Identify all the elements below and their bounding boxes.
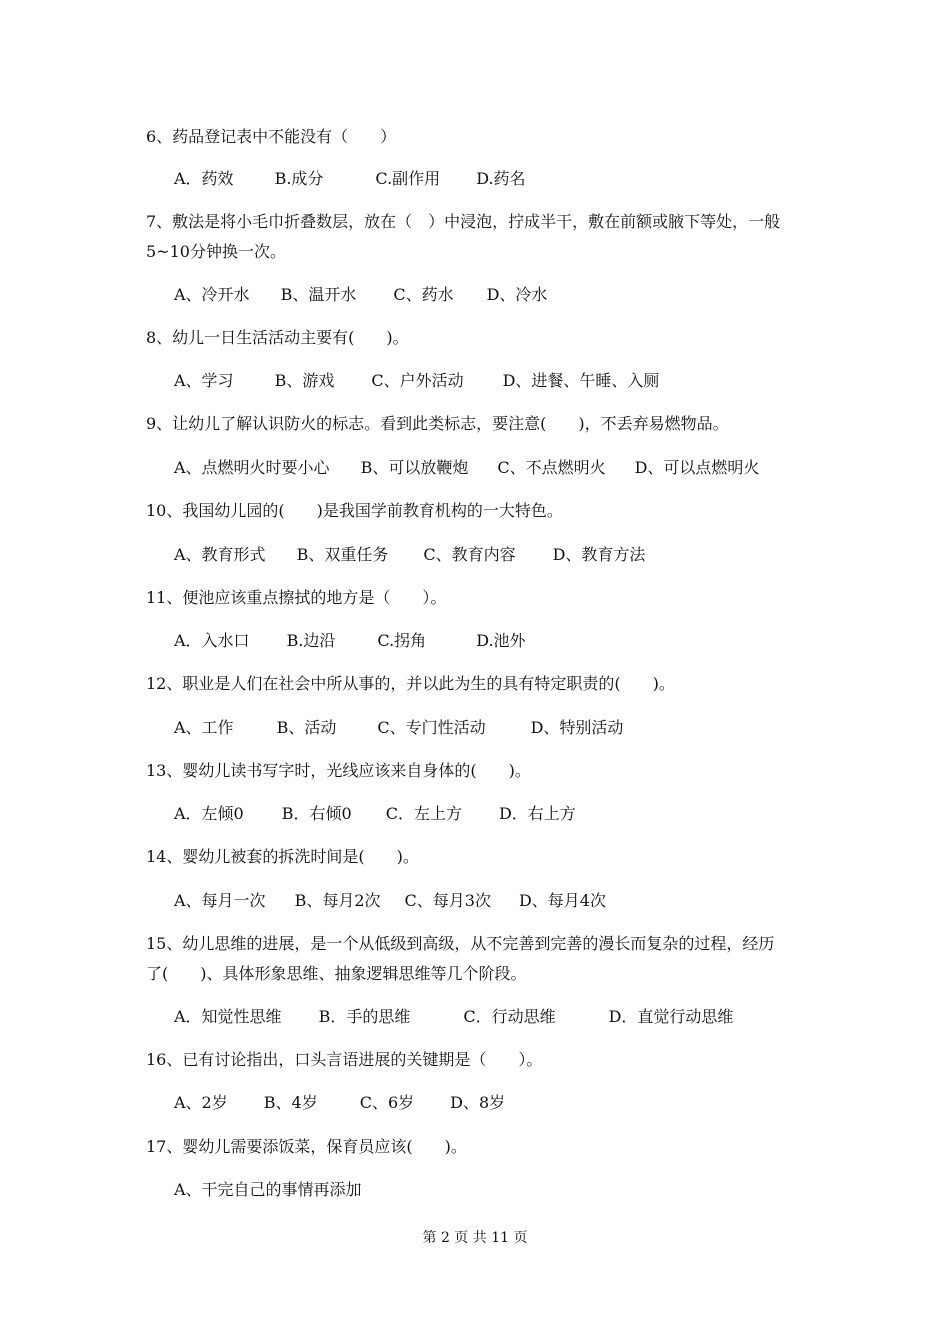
answer-option: C.拐角 xyxy=(377,631,427,650)
answer-option: A．入水口 xyxy=(174,631,250,650)
answer-option: B．手的思维 xyxy=(318,1007,411,1026)
question-stem xyxy=(146,414,729,434)
answer-option: D、教育方法 xyxy=(552,545,646,564)
answer-option: A．知觉性思维 xyxy=(174,1007,282,1026)
question-text-line: 8、幼儿一日生活活动主要有( )。 xyxy=(146,328,409,347)
question-text-line: 14、婴幼儿被套的拆洗时间是( )。 xyxy=(146,847,419,866)
answer-option: B、双重任务 xyxy=(296,545,389,564)
question-text-line: 了( )、具体形象思维、抽象逻辑思维等几个阶段。 xyxy=(146,964,527,983)
answer-option: A．左倾0 xyxy=(174,804,244,823)
question-text-line: 16、已有讨论指出，口头言语进展的关键期是（ ）。 xyxy=(146,1050,543,1069)
answer-option: B、温开水 xyxy=(280,285,357,304)
answer-options xyxy=(174,285,547,305)
question-text-line: 5~10分钟换一次。 xyxy=(146,242,286,261)
question-text-line: 12、职业是人们在社会中所从事的，并以此为生的具有特定职责的( )。 xyxy=(146,674,675,693)
answer-option: B.成分 xyxy=(274,169,324,188)
answer-option: B、每月2次 xyxy=(294,891,381,910)
question-stem xyxy=(146,212,780,262)
answer-option: D、每月4次 xyxy=(518,891,606,910)
answer-option: B、4岁 xyxy=(263,1093,318,1112)
question-stem xyxy=(146,1050,542,1070)
answer-option: C、户外活动 xyxy=(371,371,464,390)
page-footer: 第 2 页 共 11 页 xyxy=(422,1230,528,1246)
question-text-line: 13、婴幼儿读书写字时，光线应该来自身体的( )。 xyxy=(146,761,531,780)
question-text-line: 11、便池应该重点擦拭的地方是（ ）。 xyxy=(146,588,447,607)
answer-option: A、工作 xyxy=(174,718,234,737)
answer-option: A、学习 xyxy=(174,371,234,390)
answer-option: C．左上方 xyxy=(385,804,462,823)
answer-option: D、8岁 xyxy=(450,1093,506,1112)
answer-options xyxy=(174,804,576,824)
question-text-line: 10、我国幼儿园的( )是我国学前教育机构的一大特色。 xyxy=(146,501,563,520)
answer-options xyxy=(174,371,659,391)
answer-option: C、教育内容 xyxy=(423,545,516,564)
answer-option: D．右上方 xyxy=(498,804,576,823)
answer-option: C．行动思维 xyxy=(463,1007,556,1026)
answer-option: C、不点燃明火 xyxy=(497,458,606,477)
answer-options xyxy=(174,718,623,738)
answer-option: A、2岁 xyxy=(174,1093,228,1112)
question-text-line: 7、敷法是将小毛巾折叠数层，放在（ ）中浸泡，拧成半干，敷在前额或腋下等处，一般 xyxy=(146,212,781,231)
answer-option: D．直觉行动思维 xyxy=(608,1007,734,1026)
answer-option: A．药效 xyxy=(174,169,234,188)
answer-option: B、活动 xyxy=(276,718,337,737)
question-text-line: 9、让幼儿了解认识防火的标志。看到此类标志，要注意( )，不丢弃易燃物品。 xyxy=(146,414,729,433)
answer-options xyxy=(174,545,645,565)
question-stem xyxy=(146,761,531,781)
answer-option: C、6岁 xyxy=(359,1093,415,1112)
question-stem xyxy=(146,934,774,984)
answer-option: B、可以放鞭炮 xyxy=(360,458,469,477)
answer-option: B.边沿 xyxy=(286,631,336,650)
question-stem xyxy=(146,847,419,867)
question-stem xyxy=(146,328,409,348)
answer-options xyxy=(174,458,759,478)
answer-option: C、专门性活动 xyxy=(377,718,486,737)
answer-option: C、每月3次 xyxy=(404,891,491,910)
answer-option: A、冷开水 xyxy=(174,285,250,304)
question-stem xyxy=(146,674,675,694)
answer-options xyxy=(174,1007,733,1027)
answer-options xyxy=(174,1093,505,1113)
answer-options xyxy=(174,631,526,651)
answer-option: A、教育形式 xyxy=(174,545,266,564)
answer-options xyxy=(174,169,526,189)
question-stem xyxy=(146,127,396,147)
question-stem xyxy=(146,588,446,608)
answer-option: B．右倾0 xyxy=(281,804,352,823)
answer-option: D、可以点燃明火 xyxy=(634,458,760,477)
answer-options xyxy=(174,1180,362,1200)
question-stem xyxy=(146,1137,467,1157)
answer-option: D、特别活动 xyxy=(530,718,624,737)
answer-options xyxy=(174,891,606,911)
question-text-line: 6、药品登记表中不能没有（ ） xyxy=(146,127,397,146)
question-stem xyxy=(146,501,563,521)
question-text-line: 15、幼儿思维的进展，是一个从低级到高级，从不完善到完善的漫长而复杂的过程，经历 xyxy=(146,934,775,953)
answer-option: A、干完自己的事情再添加 xyxy=(174,1180,362,1199)
answer-option: D.药名 xyxy=(476,169,526,188)
answer-option: A、每月一次 xyxy=(174,891,266,910)
answer-option: A、点燃明火时要小心 xyxy=(174,458,330,477)
question-text-line: 17、婴幼儿需要添饭菜，保育员应该( )。 xyxy=(146,1137,467,1156)
answer-option: B、游戏 xyxy=(274,371,335,390)
answer-option: D.池外 xyxy=(476,631,526,650)
answer-option: D、进餐、午睡、入厕 xyxy=(502,371,660,390)
answer-option: D、冷水 xyxy=(486,285,548,304)
answer-option: C、药水 xyxy=(393,285,454,304)
answer-option: C.副作用 xyxy=(375,169,441,188)
